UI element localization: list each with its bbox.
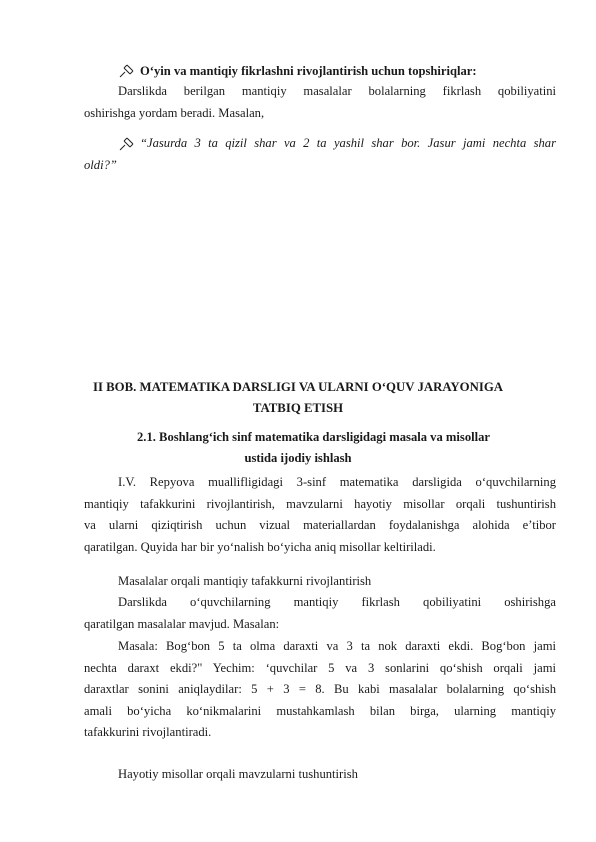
paragraph-line: I.V. Repyova muallifligidagi 3-sinf matematika darsligida o‘quvchilarning	[118, 475, 556, 489]
paragraph-line: Darslikda o‘quvchilarning mantiqiy fikrlash qobiliyatini oshirishga	[118, 595, 556, 609]
tasks-heading-row	[118, 63, 477, 79]
chapter-title-line-1: II BOB. MATEMATIKA DARSLIGI VA ULARNI O‘QUV JARAYONIGA	[92, 380, 504, 394]
paragraph-line: amali bo‘yicha ko‘nikmalarini mustahkamlash bilan birga, ularning mantiqiy	[84, 703, 556, 718]
section-title-line-1: 2.1. Boshlang‘ich sinf matematika darsligidagi masala va misollar	[137, 430, 490, 444]
tasks-heading: O‘yin va mantiqiy fikrlashni rivojlantirish uchun topshiriqlar:	[140, 64, 477, 78]
paragraph-2	[84, 592, 556, 635]
paragraph-line: daraxtlar sonini aniqlaydilar: 5 + 3 = 8. Bu kabi masalalar bolalarning qo‘shish	[84, 682, 556, 697]
pushpin-icon	[118, 63, 136, 78]
paragraph-line: mantiqiy tafakkurini rivojlantirish, mavzularni hayotiy misollar orqali tushuntirish	[84, 496, 556, 511]
paragraph-line: tafakkurini rivojlantiradi.	[84, 725, 212, 740]
intro-paragraph	[84, 81, 556, 124]
example-quote-line	[84, 133, 556, 155]
example-quote-line: oldi?”	[84, 157, 117, 172]
paragraph-line: qaratilgan masalalar mavjud. Masalan:	[84, 616, 280, 631]
paragraph-line: nechta daraxt ekdi?" Yechim: ‘quvchilar 5 va 3 sonlarini qo‘shish orqali jami	[84, 660, 556, 675]
pushpin-icon	[118, 136, 136, 151]
subheading-real-life: Hayotiy misollar orqali mavzularni tushuntirish	[118, 767, 358, 781]
chapter-title-line-2: TATBIQ ETISH	[252, 401, 344, 415]
paragraph-line: qaratilgan. Quyida har bir yo‘nalish bo‘yicha aniq misollar keltiriladi.	[84, 539, 436, 554]
example-quote-text: “Jasurda 3 ta qizil shar va 2 ta yashil shar bor. Jasur jami nechta shar	[140, 136, 556, 150]
paragraph-1	[84, 472, 556, 558]
example-quote	[84, 133, 556, 176]
paragraph-line: va ularni qiziqtirish uchun vizual materiallardan foydalanishga alohida e’tibor	[84, 518, 556, 533]
paragraph-line: Masala: Bog‘bon 5 ta olma daraxti va 3 ta nok daraxti ekdi. Bog‘bon jami	[118, 639, 556, 653]
intro-line: Darslikda berilgan mantiqiy masalalar bolalarning fikrlash qobiliyatini	[118, 84, 556, 98]
intro-line: oshirishga yordam beradi. Masalan,	[84, 105, 265, 120]
subheading-logic: Masalalar orqali mantiqiy tafakkurni rivojlantirish	[118, 574, 372, 588]
paragraph-3	[84, 636, 556, 744]
section-title-line-2: ustida ijodiy ishlash	[244, 451, 352, 465]
